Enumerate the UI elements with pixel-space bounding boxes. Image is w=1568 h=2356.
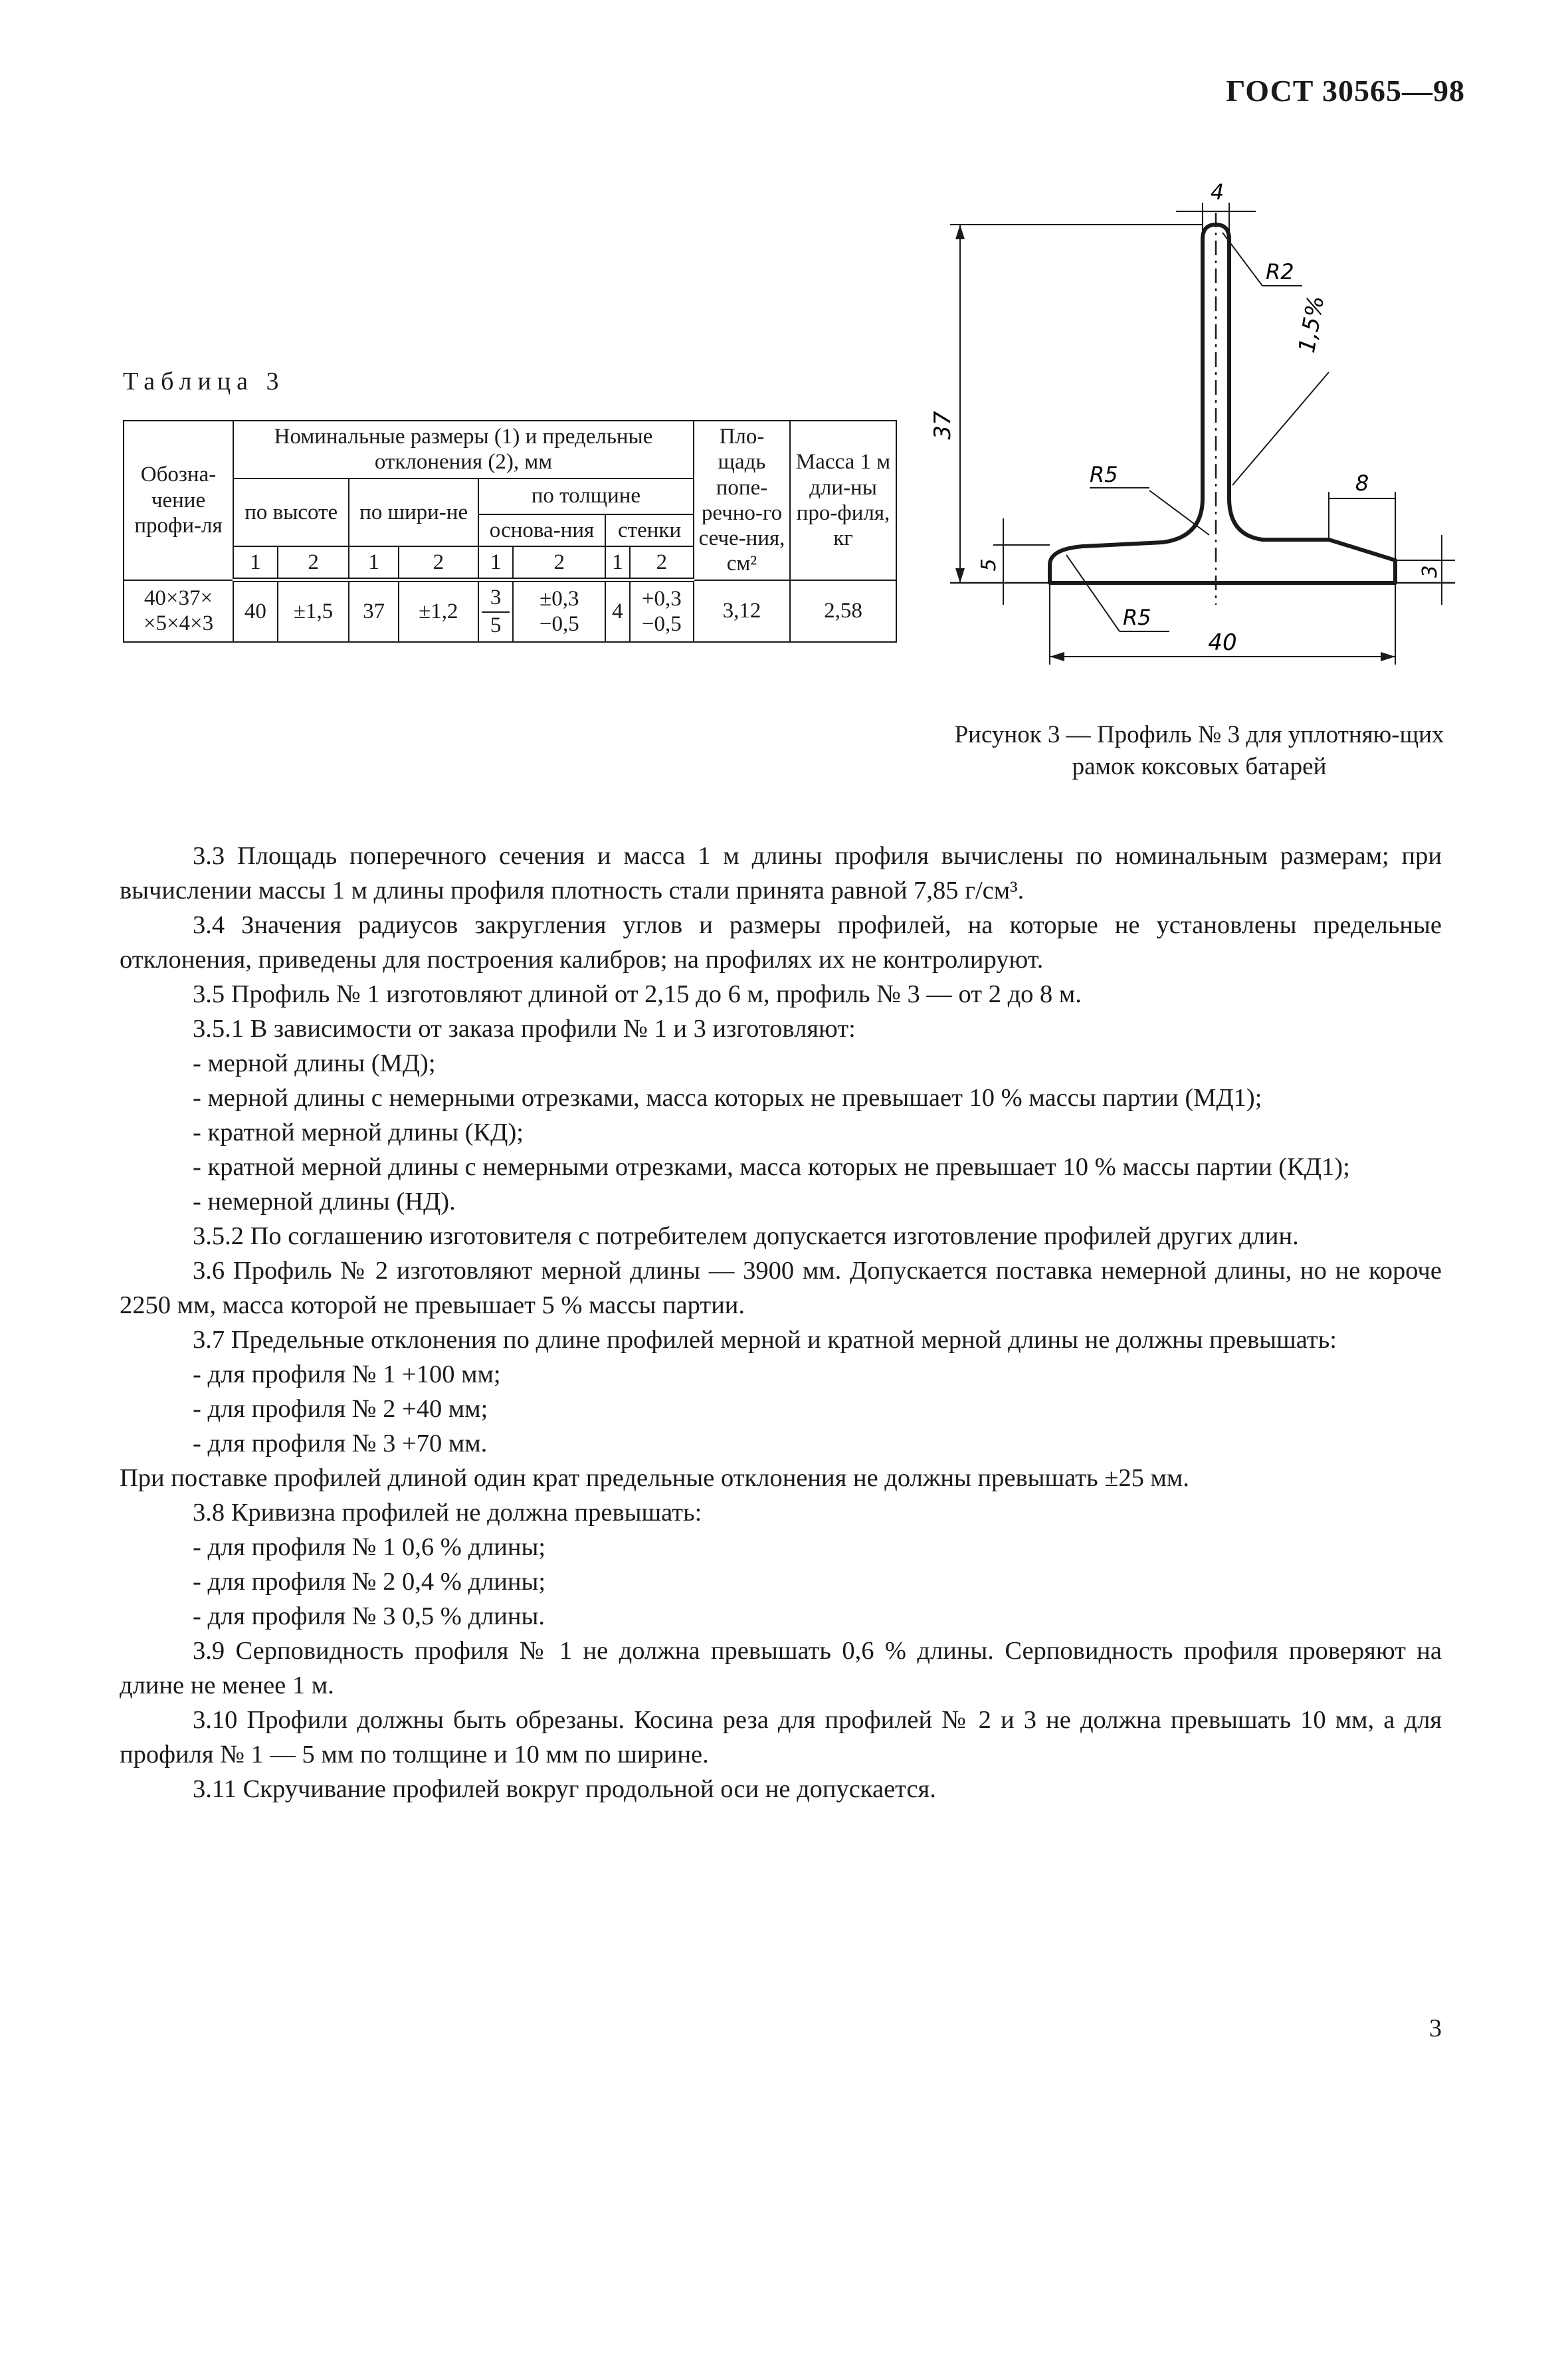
cell-base-nom-bottom: 5 [490, 613, 502, 638]
list-item: - для профиля № 3 0,5 % длины. [193, 1602, 545, 1630]
page-header-standard: ГОСТ 30565—98 [1226, 74, 1465, 108]
cell-height-dev: ±1,5 [278, 580, 349, 642]
th-width: по шири-не [349, 479, 478, 546]
dim-slope-label: 1,5% [1293, 294, 1330, 356]
th-mass: Масса 1 м дли-ны про-филя, кг [790, 421, 896, 580]
dim-radius-top-label: R2 [1266, 259, 1294, 284]
th-col-1: 1 [349, 546, 398, 580]
th-nominal: Номинальные размеры (1) и предельные отклонения (2), мм [233, 421, 694, 479]
leader-line [1066, 555, 1120, 631]
page-number: 3 [1429, 2014, 1442, 2042]
list-item: - кратной мерной длины с немерными отрезками, масса которых не превышает 10 % массы партии (КД1); [193, 1153, 1350, 1181]
cell-wall-dev [630, 580, 694, 642]
dim-height-label: 37 [930, 411, 956, 440]
cell-mass: 2,58 [790, 580, 896, 642]
paragraph: 3.3 Площадь поперечного сечения и масса 1 м длины профиля вычислены по номинальным размерам; при вычислении массы 1 м длины профиля плотность стали принята равной 7,85 г/см³. [120, 842, 1442, 905]
cell-wall-nom: 4 [605, 580, 629, 642]
cell-wall-dev-top: +0,3 [641, 587, 682, 611]
th-wall: стенки [605, 514, 694, 546]
list-item: - для профиля № 2 0,4 % длины; [193, 1568, 546, 1596]
th-col-2: 2 [399, 546, 478, 580]
dim-radius-bottom-label: R5 [1123, 605, 1151, 630]
body-text [120, 839, 1442, 1806]
th-designation: Обозна-чение профи-ля [124, 421, 233, 580]
dim-b-label: 8 [1355, 471, 1369, 496]
paragraph: 3.8 Кривизна профилей не должна превышать: [193, 1499, 702, 1527]
list-item: - для профиля № 3 +70 мм. [193, 1430, 488, 1457]
list-item: - мерной длины с немерными отрезками, масса которых не превышает 10 % массы партии (МД1); [193, 1084, 1262, 1112]
profile-drawing [930, 173, 1462, 665]
paragraph: 3.5.1 В зависимости от заказа профили № 1 и 3 изготовляют: [193, 1015, 856, 1043]
table-caption: Таблица 3 [123, 368, 285, 395]
th-area: Пло-щадь попе-речно-го сече-ния, см² [694, 421, 790, 580]
th-height: по высоте [233, 479, 349, 546]
th-col-1: 1 [478, 546, 514, 580]
figure-caption: Рисунок 3 — Профиль № 3 для уплотняю-щих рамок коксовых батарей [954, 721, 1444, 781]
paragraph: 3.7 Предельные отклонения по длине профилей мерной и кратной мерной длины не должны превышать: [193, 1326, 1337, 1354]
paragraph: 3.11 Скручивание профилей вокруг продольной оси не допускается. [193, 1775, 936, 1803]
th-thickness: по толщине [478, 479, 694, 514]
cell-width-dev: ±1,2 [399, 580, 478, 642]
paragraph: 3.6 Профиль № 2 изготовляют мерной длины — 3900 мм. Допускается поставка немерной длины, но не короче 2250 мм, масса которой не превышает 5 % массы партии. [120, 1257, 1442, 1319]
dim-top-width-label: 4 [1210, 179, 1225, 205]
th-col-2: 2 [630, 546, 694, 580]
paragraph: 3.9 Серповидность профиля № 1 не должна превышать 0,6 % длины. Серповидность профиля проверяют на длине не менее 1 м. [120, 1637, 1442, 1699]
leader-line [1232, 372, 1329, 485]
cell-base-dev-top: ±0,3 [539, 587, 579, 611]
paragraph: 3.5.2 По соглашению изготовителя с потребителем допускается изготовление профилей других длин. [193, 1222, 1299, 1250]
list-item: - для профиля № 2 +40 мм; [193, 1395, 488, 1423]
th-col-2: 2 [278, 546, 349, 580]
list-item: - для профиля № 1 +100 мм; [193, 1360, 501, 1388]
th-col-1: 1 [233, 546, 278, 580]
paragraph: 3.4 Значения радиусов закругления углов и размеры профилей, на которые не установлены предельные отклонения, приведены для построения калибров; на профилях их не контролируют. [120, 911, 1442, 974]
cell-width-nom: 37 [349, 580, 398, 642]
th-base: основа-ния [478, 514, 605, 546]
cell-area: 3,12 [694, 580, 790, 642]
dim-right-thickness-label: 3 [1419, 565, 1442, 578]
th-col-1: 1 [605, 546, 629, 580]
list-item: - кратной мерной длины (КД); [193, 1119, 524, 1146]
paragraph: При поставке профилей длиной один крат предельные отклонения не должны превышать ±25 мм. [120, 1464, 1189, 1492]
profile-figure [930, 173, 1462, 665]
cell-base-dev-bottom: −0,5 [539, 612, 579, 637]
paragraph: 3.5 Профиль № 1 изготовляют длиной от 2,15 до 6 м, профиль № 3 — от 2 до 8 м. [193, 980, 1082, 1008]
paragraph: 3.10 Профили должны быть обрезаны. Косина реза для профилей № 2 и 3 не должна превышать 10 мм, а для профиля № 1 — 5 мм по толщине и 10 мм по ширине. [120, 1706, 1442, 1768]
dim-total-width-label: 40 [1208, 629, 1237, 656]
profile-outline [1050, 225, 1395, 583]
dim-radius-mid-label: R5 [1090, 462, 1118, 487]
list-item: - мерной длины (МД); [193, 1049, 436, 1077]
cell-height-nom: 40 [233, 580, 278, 642]
th-col-2: 2 [513, 546, 605, 580]
table-3 [123, 420, 897, 643]
list-item: - для профиля № 1 0,6 % длины; [193, 1533, 546, 1561]
list-item: - немерной длины (НД). [193, 1188, 456, 1216]
dim-left-thickness-label: 5 [977, 558, 1001, 572]
cell-designation: 40×37× ×5×4×3 [124, 580, 233, 642]
cell-wall-dev-bottom: −0,5 [641, 612, 682, 637]
cell-base-nom [478, 580, 514, 642]
cell-base-nom-top: 3 [482, 585, 510, 613]
table-row [124, 580, 896, 642]
cell-base-dev [513, 580, 605, 642]
